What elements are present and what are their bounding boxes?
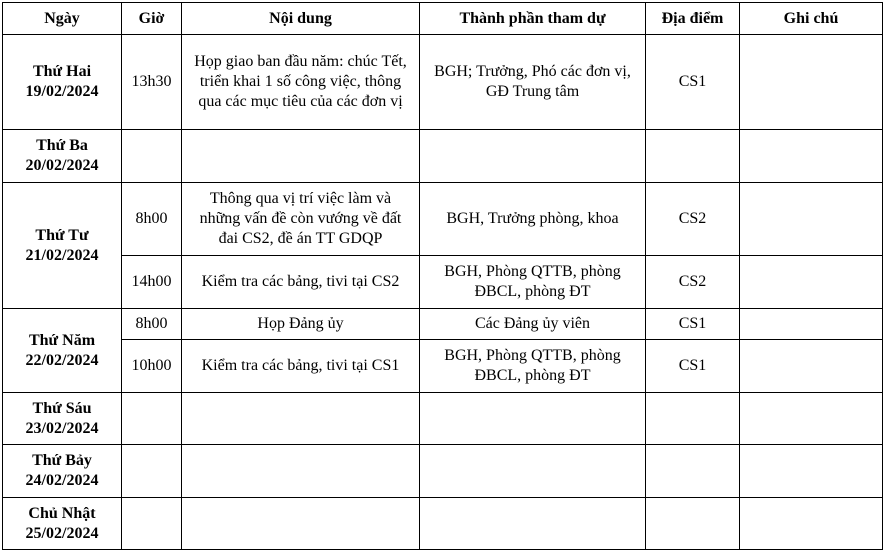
day-cell <box>3 183 122 309</box>
participants-cell <box>420 445 646 498</box>
content-cell <box>182 130 420 183</box>
day-cell <box>3 445 122 498</box>
header-participants: Thành phần tham dự <box>420 3 646 35</box>
date-label: 20/02/2024 <box>25 157 99 174</box>
participants-cell: Các Đảng ủy viên <box>420 309 646 340</box>
location-cell: CS2 <box>646 183 740 256</box>
date-label: 25/02/2024 <box>25 524 99 542</box>
schedule-table <box>2 2 883 550</box>
participants-cell <box>420 498 646 550</box>
table-row <box>3 256 883 309</box>
date-label: 19/02/2024 <box>25 83 99 100</box>
content-cell: Thông qua vị trí việc làm và những vấn đề còn vướng về đất đai CS2, đề án TT GDQP <box>182 183 420 256</box>
participants-cell: BGH, Phòng QTTB, phòng ĐBCL, phòng ĐT <box>420 340 646 393</box>
time-cell: 8h00 <box>122 183 182 256</box>
time-cell: 8h00 <box>122 309 182 340</box>
day-cell <box>3 309 122 393</box>
content-cell: Kiểm tra các bảng, tivi tại CS1 <box>182 340 420 393</box>
time-cell <box>122 498 182 550</box>
location-cell: CS1 <box>646 35 740 130</box>
date-label: 23/02/2024 <box>25 419 99 437</box>
header-content: Nội dung <box>182 3 420 35</box>
location-cell <box>646 393 740 445</box>
weekday-label: Thứ Tư <box>35 226 89 244</box>
table-row <box>3 309 883 340</box>
time-cell <box>122 393 182 445</box>
table-row <box>3 35 883 130</box>
location-cell: CS1 <box>646 340 740 393</box>
participants-cell: BGH; Trưởng, Phó các đơn vị, GĐ Trung tâm <box>420 35 646 130</box>
day-cell <box>3 35 122 130</box>
time-cell <box>122 445 182 498</box>
header-notes: Ghi chú <box>740 3 883 35</box>
date-label: 24/02/2024 <box>25 472 99 489</box>
time-cell: 10h00 <box>122 340 182 393</box>
location-cell <box>646 130 740 183</box>
header-row <box>3 3 883 35</box>
notes-cell <box>740 130 883 183</box>
location-cell: CS1 <box>646 309 740 340</box>
participants-cell: BGH, Phòng QTTB, phòng ĐBCL, phòng ĐT <box>420 256 646 309</box>
table-row <box>3 183 883 256</box>
day-cell <box>3 393 122 445</box>
location-cell <box>646 498 740 550</box>
day-cell <box>3 130 122 183</box>
content-cell <box>182 445 420 498</box>
location-cell: CS2 <box>646 256 740 309</box>
header-time: Giờ <box>122 3 182 35</box>
table-row <box>3 393 883 445</box>
table-row <box>3 498 883 550</box>
participants-cell: BGH, Trưởng phòng, khoa <box>420 183 646 256</box>
time-cell <box>122 130 182 183</box>
content-cell <box>182 393 420 445</box>
date-label: 21/02/2024 <box>25 246 99 264</box>
weekday-label: Thứ Hai <box>32 63 92 80</box>
notes-cell <box>740 340 883 393</box>
weekday-label: Thứ Sáu <box>32 399 92 417</box>
location-cell <box>646 445 740 498</box>
content-cell: Họp giao ban đầu năm: chúc Tết, triển khai 1 số công việc, thông qua các mục tiêu của các đơn vị <box>182 35 420 130</box>
table-row <box>3 445 883 498</box>
participants-cell <box>420 393 646 445</box>
notes-cell <box>740 393 883 445</box>
header-day: Ngày <box>3 3 122 35</box>
table-row <box>3 340 883 393</box>
notes-cell <box>740 35 883 130</box>
participants-cell <box>420 130 646 183</box>
time-cell: 13h30 <box>122 35 182 130</box>
weekday-label: Chủ Nhật <box>28 504 96 522</box>
notes-cell <box>740 498 883 550</box>
time-cell: 14h00 <box>122 256 182 309</box>
weekday-label: Thứ Ba <box>36 137 88 154</box>
day-cell <box>3 498 122 550</box>
weekday-label: Thứ Bảy <box>32 452 92 469</box>
content-cell: Họp Đảng ủy <box>182 309 420 340</box>
notes-cell <box>740 445 883 498</box>
content-cell <box>182 498 420 550</box>
notes-cell <box>740 256 883 309</box>
notes-cell <box>740 183 883 256</box>
content-cell: Kiểm tra các bảng, tivi tại CS2 <box>182 256 420 309</box>
header-location: Địa điểm <box>646 3 740 35</box>
date-label: 22/02/2024 <box>25 351 99 369</box>
weekday-label: Thứ Năm <box>28 331 96 349</box>
table-row <box>3 130 883 183</box>
notes-cell <box>740 309 883 340</box>
